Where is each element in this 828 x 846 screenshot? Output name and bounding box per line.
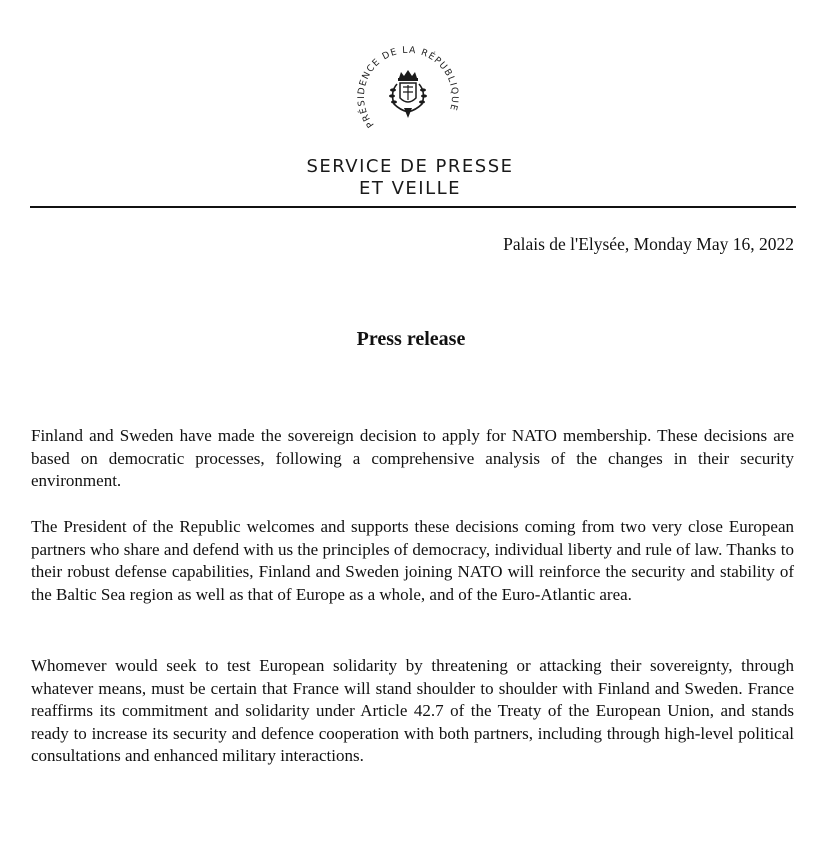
body-paragraph-3: Whomever would seek to test European solidarity by threatening or attacking their sovereignty, through whatever means, must be certain that France will stand shoulder to shoulder with Finland and Sweden. France reaffirms its commitment and solidarity under Article 42.7 of the Treaty of the European Union, and stands ready to increase its security and defence cooperation with both partners, including through high-level political consultations and enhanced military interactions. xyxy=(31,656,794,765)
service-title-line1: SERVICE DE PRESSE xyxy=(306,156,514,177)
dateline: Palais de l'Elysée, Monday May 16, 2022 xyxy=(503,234,794,254)
press-release-title: Press release xyxy=(356,328,466,350)
presidency-seal-logo xyxy=(352,40,464,150)
service-title-line2: ET VEILLE xyxy=(358,178,461,199)
header-divider xyxy=(30,206,796,208)
body-paragraph-2: The President of the Republic welcomes and supports these decisions coming from two very close European partners who share and defend with us the principles of democracy, individual liberty and rule of law. Thanks to their robust defense capabilities, Finland and Sweden joining NATO will reinforce the security and stability of the Baltic Sea region as well as that of Europe as a whole, and of the Euro-Atlantic area. xyxy=(31,517,794,604)
svg-text:PRÉSIDENCE DE LA RÉPUBLIQUE: PRÉSIDENCE DE LA RÉPUBLIQUE xyxy=(355,44,461,130)
body-paragraph-1: Finland and Sweden have made the sovereign decision to apply for NATO membership. These decisions are based on democratic processes, following a comprehensive analysis of the changes in their security environment. xyxy=(31,426,794,490)
